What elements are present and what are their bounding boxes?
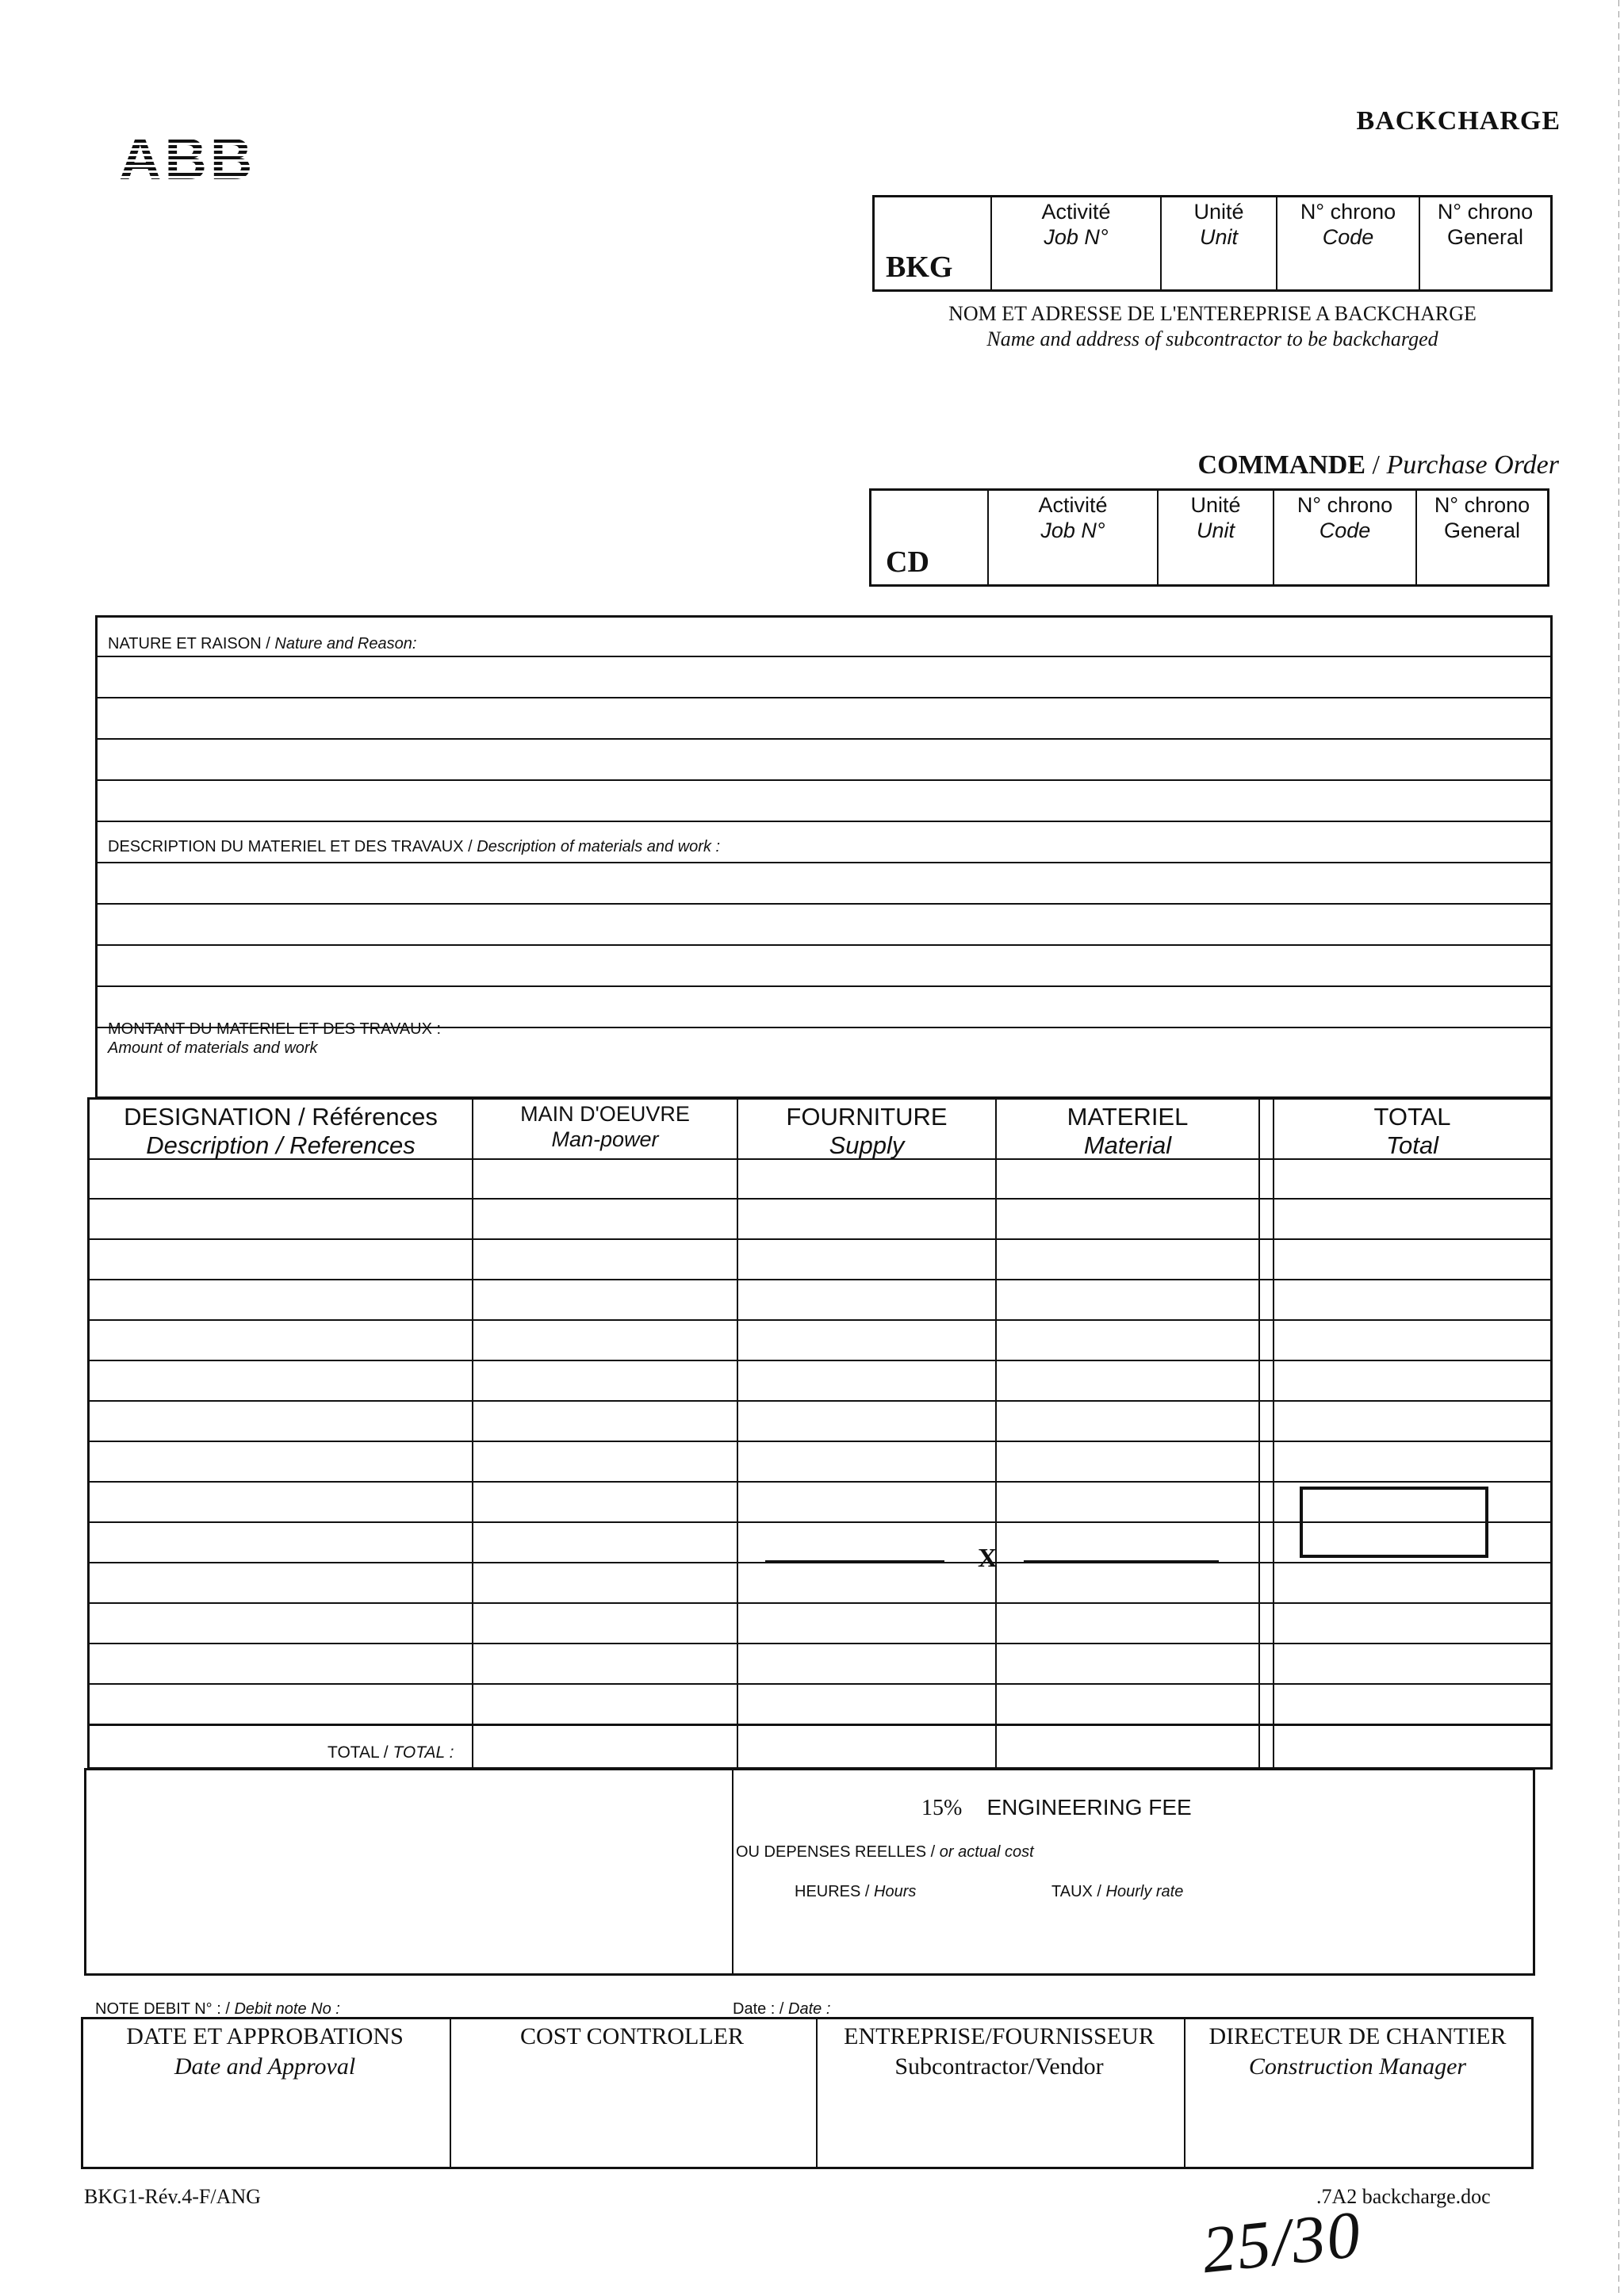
cd-col-code-fr: N° chrono [1297,493,1393,517]
hours-fr: HEURES / [795,1883,875,1900]
bkg-col-general-fr: N° chrono [1437,200,1534,224]
nature-reason-label [108,634,416,653]
col-header-supply [738,1103,995,1160]
purchase-order-sep: / [1365,450,1387,480]
col-header-material [997,1103,1258,1160]
total-row-fr: TOTAL / [327,1743,393,1762]
debit-note-label [95,1999,340,2019]
approval-date-en: Date and Approval [174,2053,356,2080]
cost-table [87,1097,1553,1770]
bkg-col-code[interactable] [1277,199,1419,250]
bkg-col-unit-en: Unit [1199,225,1238,249]
actual-cost-fr: OU DEPENSES REELLES / [736,1843,940,1861]
bkg-col-general[interactable] [1420,199,1550,250]
bkg-col-job-en: Job N° [1044,225,1109,249]
bkg-col-code-en: Code [1322,225,1374,249]
nature-reason-en: Nature and Reason: [274,635,417,652]
cd-label: CD [886,545,929,579]
purchase-order-en: Purchase Order [1386,450,1559,480]
col-header-supply-fr: FOURNITURE [786,1103,948,1131]
col-header-supply-en: Supply [829,1131,905,1159]
total-row-en: TOTAL : [393,1743,454,1762]
cd-col-general[interactable] [1417,492,1547,543]
description-label [108,837,720,856]
handwritten-page-number: 25/30 [1198,2197,1365,2288]
approval-cost-controller-fr: COST CONTROLLER [520,2023,744,2049]
actual-cost-label [736,1843,1034,1862]
cd-code-box [869,488,1549,587]
form-reference: BKG1-Rév.4-F/ANG [84,2185,261,2208]
file-name: .7A2 backcharge.doc [1316,2185,1491,2208]
subcontractor-caption [872,301,1553,352]
hourly-rate-fr: TAUX / [1051,1883,1106,1900]
multiply-line-left [765,1560,944,1563]
debit-note-fr: NOTE DEBIT N° : / [95,2000,235,2018]
col-header-total-fr: TOTAL [1373,1103,1451,1131]
total-row-label [327,1743,454,1762]
bkg-col-unit-fr: Unité [1193,200,1244,224]
approval-subcontractor-fr: ENTREPRISE/FOURNISSEUR [844,2023,1155,2049]
subcontractor-caption-en: Name and address of subcontractor to be backcharged [986,327,1438,350]
hours-en: Hours [874,1883,917,1900]
bkg-label: BKG [886,251,953,284]
cd-col-general-fr: N° chrono [1434,493,1530,517]
col-header-material-en: Material [1083,1131,1172,1159]
col-header-designation [90,1103,472,1160]
approval-date-fr: DATE ET APPROBATIONS [126,2023,404,2049]
cd-col-code[interactable] [1274,492,1415,543]
col-header-manpower-fr: MAIN D'OEUVRE [520,1102,690,1126]
description-fr: DESCRIPTION DU MATERIEL ET DES TRAVAUX / [108,838,477,855]
nature-reason-fr: NATURE ET RAISON / [108,635,275,652]
abb-logo: ABB [119,126,256,192]
amount-label [108,1020,441,1058]
hourly-rate-en: Hourly rate [1105,1883,1184,1900]
bkg-col-general-en: General [1446,225,1524,249]
fee-section [84,1768,1535,1976]
fee-label: ENGINEERING FEE [986,1795,1192,1820]
col-header-designation-en: Description / References [146,1131,416,1159]
approval-construction-manager-fr: DIRECTEUR DE CHANTIER [1208,2023,1507,2049]
debit-date-label [733,1999,830,2019]
debit-date-fr: Date : / [733,2000,789,2018]
cd-col-code-en: Code [1319,519,1371,542]
col-header-total-en: Total [1385,1131,1439,1159]
bkg-col-unit[interactable] [1162,199,1276,250]
purchase-order-fr: COMMANDE [1197,450,1366,480]
subcontractor-caption-fr: NOM ET ADRESSE DE L'ENTEREPRISE A BACKCHARGE [948,302,1477,325]
amount-en: Amount of materials and work [108,1039,318,1057]
debit-date-en: Date : [788,2000,831,2018]
col-header-designation-fr: DESIGNATION / Références [124,1103,438,1131]
cd-col-job[interactable] [989,492,1157,543]
bkg-col-code-fr: N° chrono [1300,200,1396,224]
multiply-line-right [1024,1560,1219,1563]
cd-col-unit[interactable] [1159,492,1273,543]
document-title: BACKCHARGE [1356,106,1561,136]
approval-subcontractor[interactable] [815,2022,1183,2082]
purchase-order-heading [1198,450,1559,480]
col-header-total [1274,1103,1550,1160]
cd-col-job-fr: Activité [1038,493,1108,517]
scan-edge-line [1618,0,1619,2296]
col-header-material-fr: MATERIEL [1067,1103,1189,1131]
bkg-col-job[interactable] [992,199,1160,250]
fee-percent: 15% [921,1796,963,1820]
engineering-total-box[interactable] [1300,1487,1488,1558]
hourly-rate-label [1051,1882,1183,1901]
approval-construction-manager[interactable] [1183,2022,1532,2082]
engineering-fee [921,1795,1192,1821]
bkg-code-box [872,195,1553,292]
bkg-col-job-fr: Activité [1041,200,1111,224]
debit-note-en: Debit note No : [234,2000,340,2018]
amount-fr: MONTANT DU MATERIEL ET DES TRAVAUX : [108,1020,442,1038]
approval-cost-controller[interactable] [449,2022,815,2052]
approval-date[interactable] [81,2022,449,2082]
approval-subcontractor-en: Subcontractor/Vendor [894,2053,1104,2080]
actual-cost-en: or actual cost [939,1843,1034,1861]
cd-col-general-en: General [1443,519,1521,542]
multiply-mark: X [978,1544,998,1573]
cd-col-job-en: Job N° [1040,519,1105,542]
hours-label [795,1882,916,1901]
cd-col-unit-fr: Unité [1190,493,1241,517]
col-header-manpower [473,1101,737,1152]
col-header-manpower-en: Man-power [551,1127,659,1151]
approval-construction-manager-en: Construction Manager [1248,2053,1467,2080]
description-en: Description of materials and work : [477,838,721,855]
cd-col-unit-en: Unit [1196,519,1235,542]
